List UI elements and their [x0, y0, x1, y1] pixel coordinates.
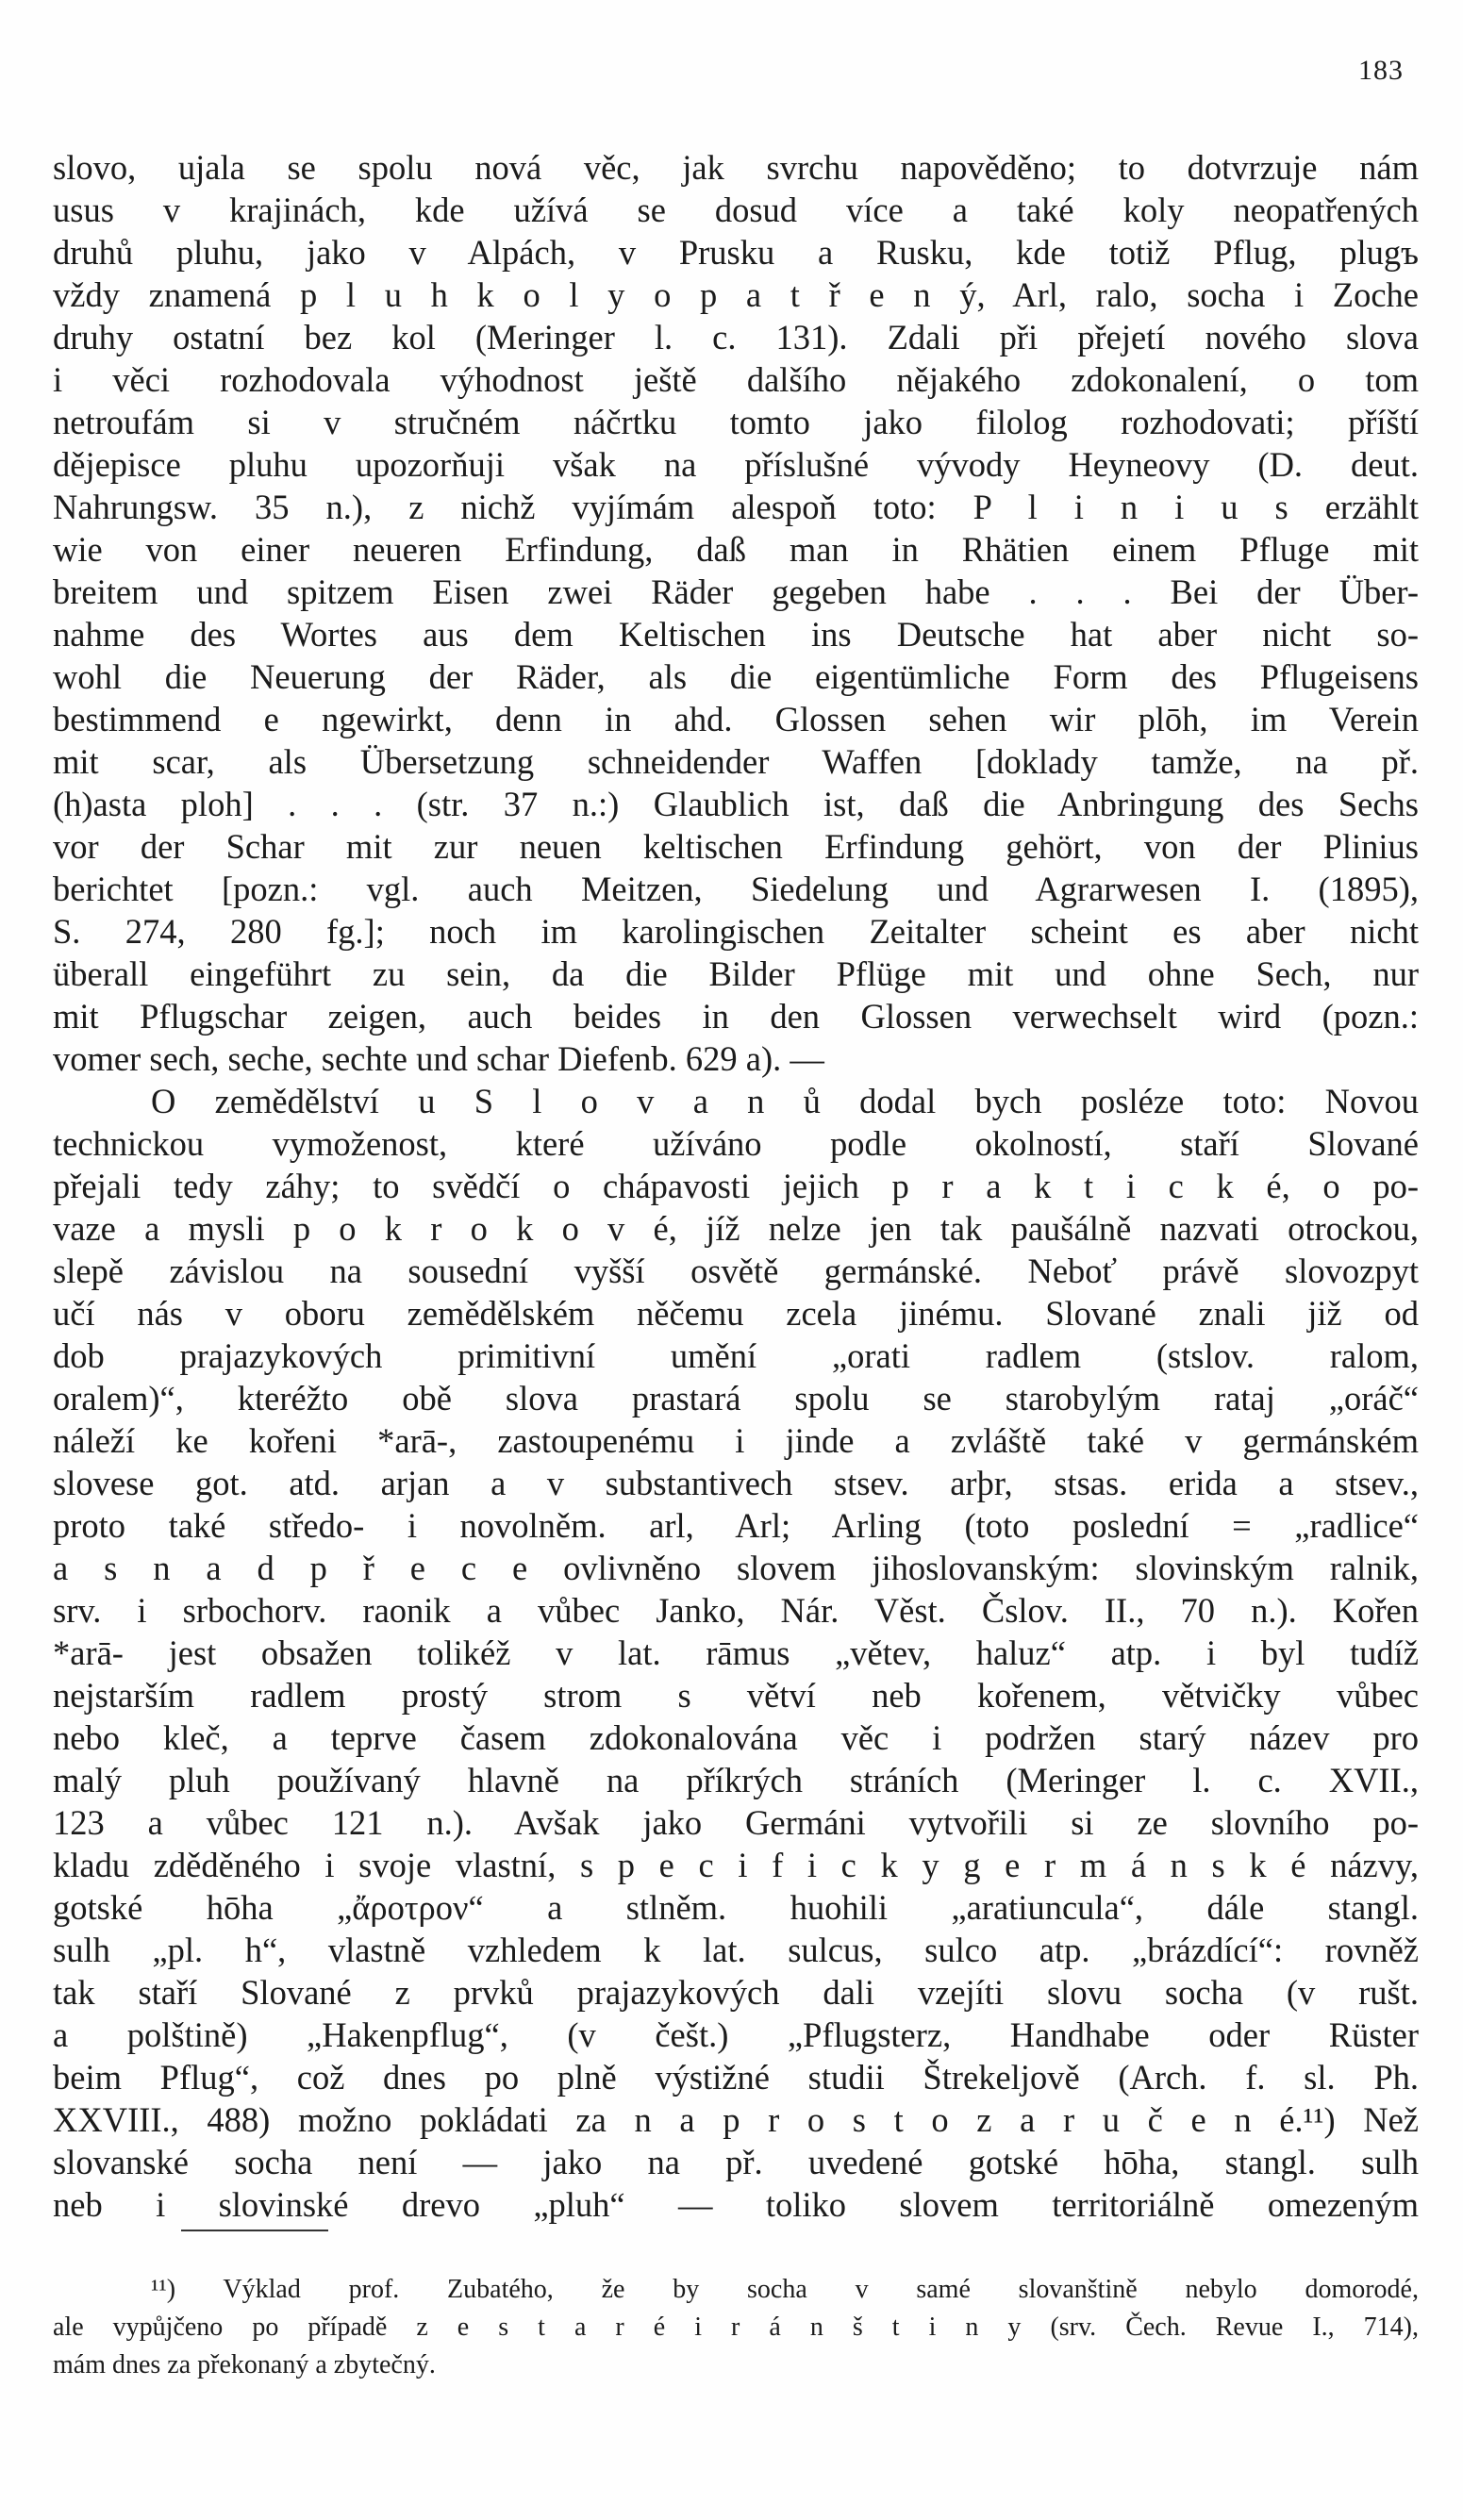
- footnote-line: ale vypůjčeno po případě z e s t a r é i r á n š t i n y (srv. Čech. Revue I., 714),: [53, 2313, 1419, 2342]
- footnote-line: ¹¹) Výklad prof. Zubatého, že by socha v samé slovanštině nebylo domorodé,: [151, 2275, 1419, 2304]
- body-line: breitem und spitzem Eisen zwei Räder gegeben habe . . . Bei der Über-: [53, 572, 1419, 611]
- body-line: mit Pflugschar zeigen, auch beides in den Glossen verwechselt wird (pozn.:: [53, 997, 1419, 1036]
- body-line: netroufám si v stručném náčrtku tomto jako filolog rozhodovati; příští: [53, 403, 1419, 441]
- body-line: bestimmend e ngewirkt, denn in ahd. Glossen sehen wir plōh, im Verein: [53, 700, 1419, 738]
- body-line: dějepisce pluhu upozorňuji však na příslušné vývody Heyneovy (D. deut.: [53, 445, 1419, 484]
- body-line: a polštině) „Hakenpflug“, (v češt.) „Pflugsterz, Handhabe oder Rüster: [53, 2015, 1419, 2054]
- footnote-divider: [181, 2230, 328, 2231]
- body-line: technickou vymoženost, které užíváno podle okolností, staří Slované: [53, 1124, 1419, 1163]
- page-number: 183: [1358, 55, 1404, 86]
- footnote: [53, 2271, 1419, 2384]
- body-line: kladu zděděného i svoje vlastní, s p e c i f i c k y g e r m á n s k é názvy,: [53, 1846, 1419, 1884]
- body-line: slovese got. atd. arjan a v substantivech stsev. arþr, stsas. erida a stsev.,: [53, 1464, 1419, 1502]
- body-line: slovanské socha není — jako na př. uvedené gotské hōha, stangl. sulh: [53, 2143, 1419, 2181]
- body-line: druhy ostatní bez kol (Meringer l. c. 131). Zdali při přejetí nového slova: [53, 318, 1419, 356]
- body-line: vždy znamená p l u h k o l y o p a t ř e n ý, Arl, ralo, socha i Zoche: [53, 275, 1419, 314]
- paragraph-first-line: O zemědělství u S l o v a n ů dodal bych posléze toto: Novou: [151, 1082, 1419, 1120]
- body-line: slepě závislou na sousední vyšší osvětě germánské. Neboť právě slovozpyt: [53, 1252, 1419, 1290]
- body-line: vomer sech, seche, sechte und schar Diefenb. 629 a). —: [53, 1039, 824, 1078]
- body-line: nejstarším radlem prostý strom s větví neb kořenem, větvičky vůbec: [53, 1676, 1419, 1715]
- body-line: sulh „pl. h“, vlastně vzhledem k lat. sulcus, sulco atp. „brázdící“: rovněž: [53, 1931, 1419, 1969]
- body-line: berichtet [pozn.: vgl. auch Meitzen, Siedelung und Agrarwesen I. (1895),: [53, 870, 1419, 908]
- body-line: malý pluh používaný hlavně na příkrých stráních (Meringer l. c. XVII.,: [53, 1761, 1419, 1799]
- body-line: srv. i srbochorv. raonik a vůbec Janko, Nár. Věst. Čslov. II., 70 n.). Kořen: [53, 1591, 1419, 1630]
- body-line: mit scar, als Übersetzung schneidender Waffen [doklady tamže, na př.: [53, 742, 1419, 781]
- body-line: dob prajazykových primitivní umění „orati radlem (stslov. ralom,: [53, 1336, 1419, 1375]
- body-line: wohl die Neuerung der Räder, als die eigentümliche Form des Pflugeisens: [53, 657, 1419, 696]
- body-line: učí nás v oboru zemědělském něčemu zcela jinému. Slované znali již od: [53, 1294, 1419, 1333]
- body-line: nebo kleč, a teprve časem zdokonalována věc i podržen starý název pro: [53, 1718, 1419, 1757]
- body-line: nahme des Wortes aus dem Keltischen ins Deutsche hat aber nicht so-: [53, 615, 1419, 654]
- body-line: gotské hōha „ἄροτρον“ a stlněm. huohili „aratiuncula“, dále stangl.: [53, 1888, 1419, 1927]
- body-line: wie von einer neueren Erfindung, daß man in Rhätien einem Pfluge mit: [53, 530, 1419, 569]
- body-line: vor der Schar mit zur neuen keltischen Erfindung gehört, von der Plinius: [53, 827, 1419, 866]
- body-line: přejali tedy záhy; to svědčí o chápavosti jejich p r a k t i c k é, o po-: [53, 1167, 1419, 1205]
- body-line: *arā- jest obsažen tolikéž v lat. rāmus „větev, haluz“ atp. i byl tudíž: [53, 1633, 1419, 1672]
- body-line: (h)asta ploh] . . . (str. 37 n.:) Glaublich ist, daß die Anbringung des Sechs: [53, 785, 1419, 823]
- body-line: vaze a mysli p o k r o k o v é, jíž nelze jen tak paušálně nazvati otrockou,: [53, 1209, 1419, 1248]
- footnote-line: mám dnes za překonaný a zbytečný.: [53, 2350, 436, 2379]
- body-text: [53, 146, 1419, 2226]
- body-line: proto také středo- i novolněm. arl, Arl; Arling (toto poslední = „radlice“: [53, 1506, 1419, 1545]
- body-line: überall eingeführt zu sein, da die Bilder Pflüge mit und ohne Sech, nur: [53, 954, 1419, 993]
- body-line: Nahrungsw. 35 n.), z nichž vyjímám alespoň toto: P l i n i u s erzählt: [53, 488, 1419, 526]
- body-line: slovo, ujala se spolu nová věc, jak svrchu napověděno; to dotvrzuje nám: [53, 148, 1419, 187]
- body-line: oralem)“, kteréžto obě slova prastará spolu se starobylým rataj „oráč“: [53, 1379, 1419, 1418]
- body-line: beim Pflug“, což dnes po plně výstižné studii Štrekeljově (Arch. f. sl. Ph.: [53, 2058, 1419, 2097]
- body-line: a s n a d p ř e c e ovlivněno slovem jihoslovanským: slovinským ralnik,: [53, 1549, 1419, 1587]
- body-line: S. 274, 280 fg.]; noch im karolingischen Zeitalter scheint es aber nicht: [53, 912, 1419, 951]
- body-line: neb i slovinské drevo „pluh“ — toliko slovem territoriálně omezeným: [53, 2185, 1419, 2224]
- body-line: XXVIII., 488) možno pokládati za n a p r o s t o z a r u č e n é.¹¹) Než: [53, 2100, 1419, 2139]
- body-line: tak staří Slované z prvků prajazykových dali vzejíti slovu socha (v rušt.: [53, 1973, 1419, 2012]
- body-line: náleží ke kořeni *arā-, zastoupenému i jinde a zvláště také v germánském: [53, 1421, 1419, 1460]
- body-line: usus v krajinách, kde užívá se dosud více a také koly neopatřených: [53, 191, 1419, 229]
- body-line: i věci rozhodovala výhodnost ještě dalšího nějakého zdokonalení, o tom: [53, 360, 1419, 399]
- body-line: 123 a vůbec 121 n.). Avšak jako Germáni vytvořili si ze slovního po-: [53, 1803, 1419, 1842]
- body-line: druhů pluhu, jako v Alpách, v Prusku a Rusku, kde totiž Pflug, plugъ: [53, 233, 1419, 272]
